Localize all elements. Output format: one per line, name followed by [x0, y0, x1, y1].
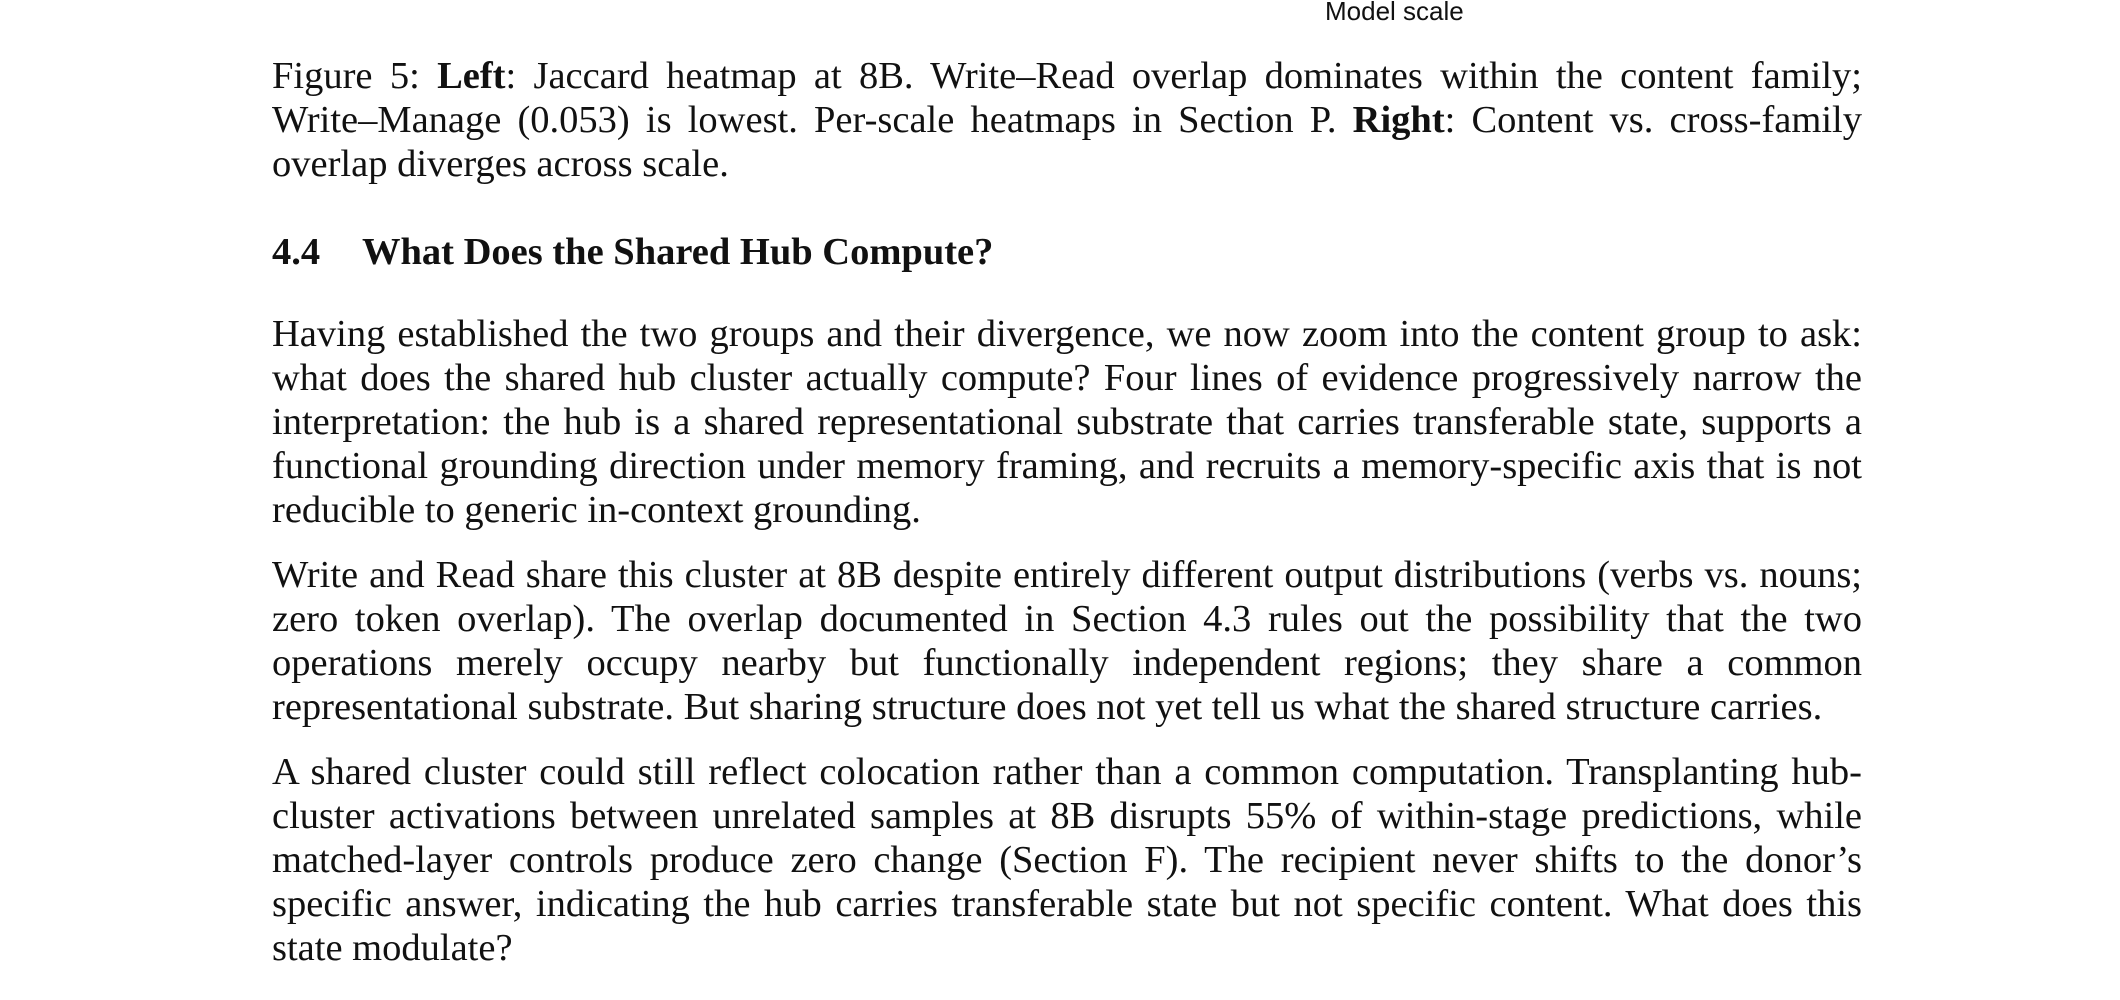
paragraph-1: Having established the two groups and their divergence, we now zoom into the content group to ask: what does the shared hub cluster actually compute? Four lines of evidence progressively narrow the interpretation: the hub is a shared representational substrate that carries transferable state, supports a functional grounding direction under memory framing, and recruits a memory-specific axis that is not reducible to generic in-context grounding. [272, 313, 1862, 531]
caption-right-text: : Content vs. cross-family overlap diverges across scale. [272, 99, 1862, 185]
paragraph-3: A shared cluster could still reflect colocation rather than a common computation. Transplanting hub-cluster activations between unrelated samples at 8B disrupts 55% of within-stage predictions, while matched-layer controls produce zero change (Section F). The recipient never shifts to the donor’s specific answer, indicating the hub carries transferable state but not specific content. What does this state modulate? [272, 751, 1862, 969]
section-title: What Does the Shared Hub Compute? [362, 231, 994, 273]
section-number: 4.4 [272, 231, 321, 273]
caption-left-label: Left [437, 55, 506, 97]
paper-column [272, 54, 1862, 970]
caption-right-label: Right [1352, 99, 1445, 141]
figure-caption [272, 54, 1862, 186]
paragraph-2: Write and Read share this cluster at 8B despite entirely different output distributions (verbs vs. nouns; zero token overlap). The overlap documented in Section 4.3 rules out the possibility that the two operations merely occupy nearby but functionally independent regions; they share a common representational substrate. But sharing structure does not yet tell us what the shared structure carries. [272, 554, 1862, 728]
figure-axis-label: Model scale [1325, 0, 1464, 26]
caption-left-text: : Jaccard heatmap at 8B. Write–Read overlap dominates within the content family; Write–Manage (0.053) is lowest. Per-scale heatmaps in Section P. [272, 55, 1862, 141]
section-heading [272, 230, 1862, 274]
caption-prefix: Figure 5: [272, 55, 438, 97]
